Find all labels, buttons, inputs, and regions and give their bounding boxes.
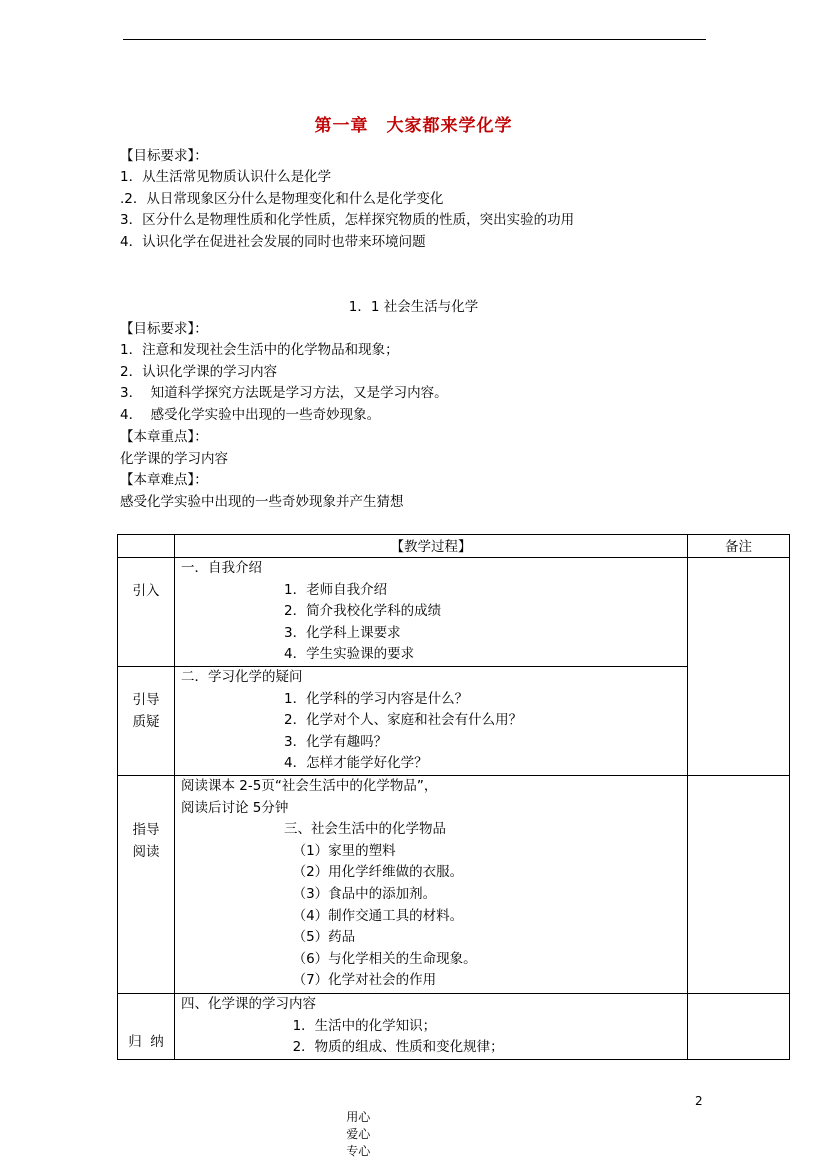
teaching-process-table [117,534,790,1060]
content-line: 二．学习化学的疑问 [181,668,303,685]
row-label [118,993,175,1059]
content-line: 2．简介我校化学科的成绩 [181,603,442,620]
header-notes: 备注 [688,535,790,558]
content-line: 4．学生实验课的要求 [181,646,415,663]
row-content [175,558,688,667]
objectives-heading: 【目标要求】： [120,148,208,164]
difficulty-point: 感受化学实验中出现的一些奇妙现象并产生猜想 [120,494,404,510]
content-line: （5）药品 [181,929,356,946]
table-row [118,993,790,1059]
footer-motto-item: 专心 [346,1144,371,1158]
content-line: 1．生活中的化学知识； [181,1017,437,1034]
row-label-line: 阅读 [132,843,160,860]
section-objective-item: 2．认识化学课的学习内容 [120,364,278,380]
content-line: 三、社会生活中的化学物品 [181,821,446,838]
section-objective-item: 3． 知道科学探究方法既是学习方法，又是学习内容。 [120,385,448,401]
content-line: 阅读课本 2-5页“社会生活中的化学物品”， [181,777,438,794]
table-header-row [118,535,790,558]
row-label-line: 指导 [132,821,160,838]
section-objective-item: 1．注意和发现社会生活中的化学物品和现象； [120,342,399,358]
content-line: 四、化学课的学习内容 [181,995,316,1012]
row-label-line: 引导 [132,691,160,708]
content-line: 3．化学科上课要求 [181,624,401,641]
table-row [118,775,790,993]
row-label [118,666,175,775]
footer-motto-item: 爱心 [346,1127,371,1141]
difficulty-heading: 【本章难点】： [120,472,208,488]
chapter-title: 第一章 大家都来学化学 [314,116,513,136]
section-objective-item: 4． 感受化学实验中出现的一些奇妙现象。 [120,407,381,423]
row-label-line: 引入 [132,583,160,599]
notes-cell [688,993,790,1059]
objective-item: 3．区分什么是物理性质和化学性质，怎样探究物质的性质，突出实验的功用 [120,212,575,228]
content-line: （7）化学对社会的作用 [181,972,437,989]
header-rule [123,39,706,40]
content-line: （1）家里的塑料 [181,842,396,859]
content-line: （3）食品中的添加剂。 [181,885,437,902]
row-content [175,775,688,993]
page-number: 2 [695,1094,703,1108]
content-line: 1．化学科的学习内容是什么？ [181,690,469,707]
row-label [118,775,175,993]
key-heading: 【本章重点】： [120,429,208,445]
row-label-line: 质疑 [132,713,160,730]
key-point: 化学课的学习内容 [120,451,228,467]
table-row [118,558,790,667]
objective-item: 4．认识化学在促进社会发展的同时也带来环境问题 [120,234,426,250]
section-objectives-heading: 【目标要求】： [120,321,208,337]
content-line: 2．化学对个人、家庭和社会有什么用？ [181,712,523,729]
content-line: 阅读后讨论 5分钟 [181,799,289,816]
footer-motto-item: 用心 [346,1110,371,1124]
notes-cell [688,558,790,776]
content-line: 一．自我介绍 [181,560,262,576]
notes-cell [688,775,790,993]
content-line: （4）制作交通工具的材料。 [181,907,464,924]
content-line: （2）用化学纤维做的衣服。 [181,864,464,881]
objective-item: 1．从生活常见物质认识什么是化学 [120,169,332,185]
content-line: （6）与化学相关的生命现象。 [181,950,477,967]
content-line: 1．老师自我介绍 [181,581,388,598]
content-line: 3．化学有趣吗？ [181,733,388,750]
footer-motto [331,1094,398,1173]
content-line: 2．物质的组成、性质和变化规律； [181,1039,504,1056]
objective-item: .2．从日常现象区分什么是物理变化和什么是化学变化 [120,191,444,207]
row-label [118,558,175,667]
header-empty-cell [118,535,175,558]
header-process: 【教学过程】 [175,535,688,558]
row-content [175,666,688,775]
row-label-line: 归 纳 [128,1033,164,1050]
row-content [175,993,688,1059]
content-line: 4．怎样才能学好化学？ [181,755,428,772]
section-title: 1．1 社会生活与化学 [348,299,479,315]
